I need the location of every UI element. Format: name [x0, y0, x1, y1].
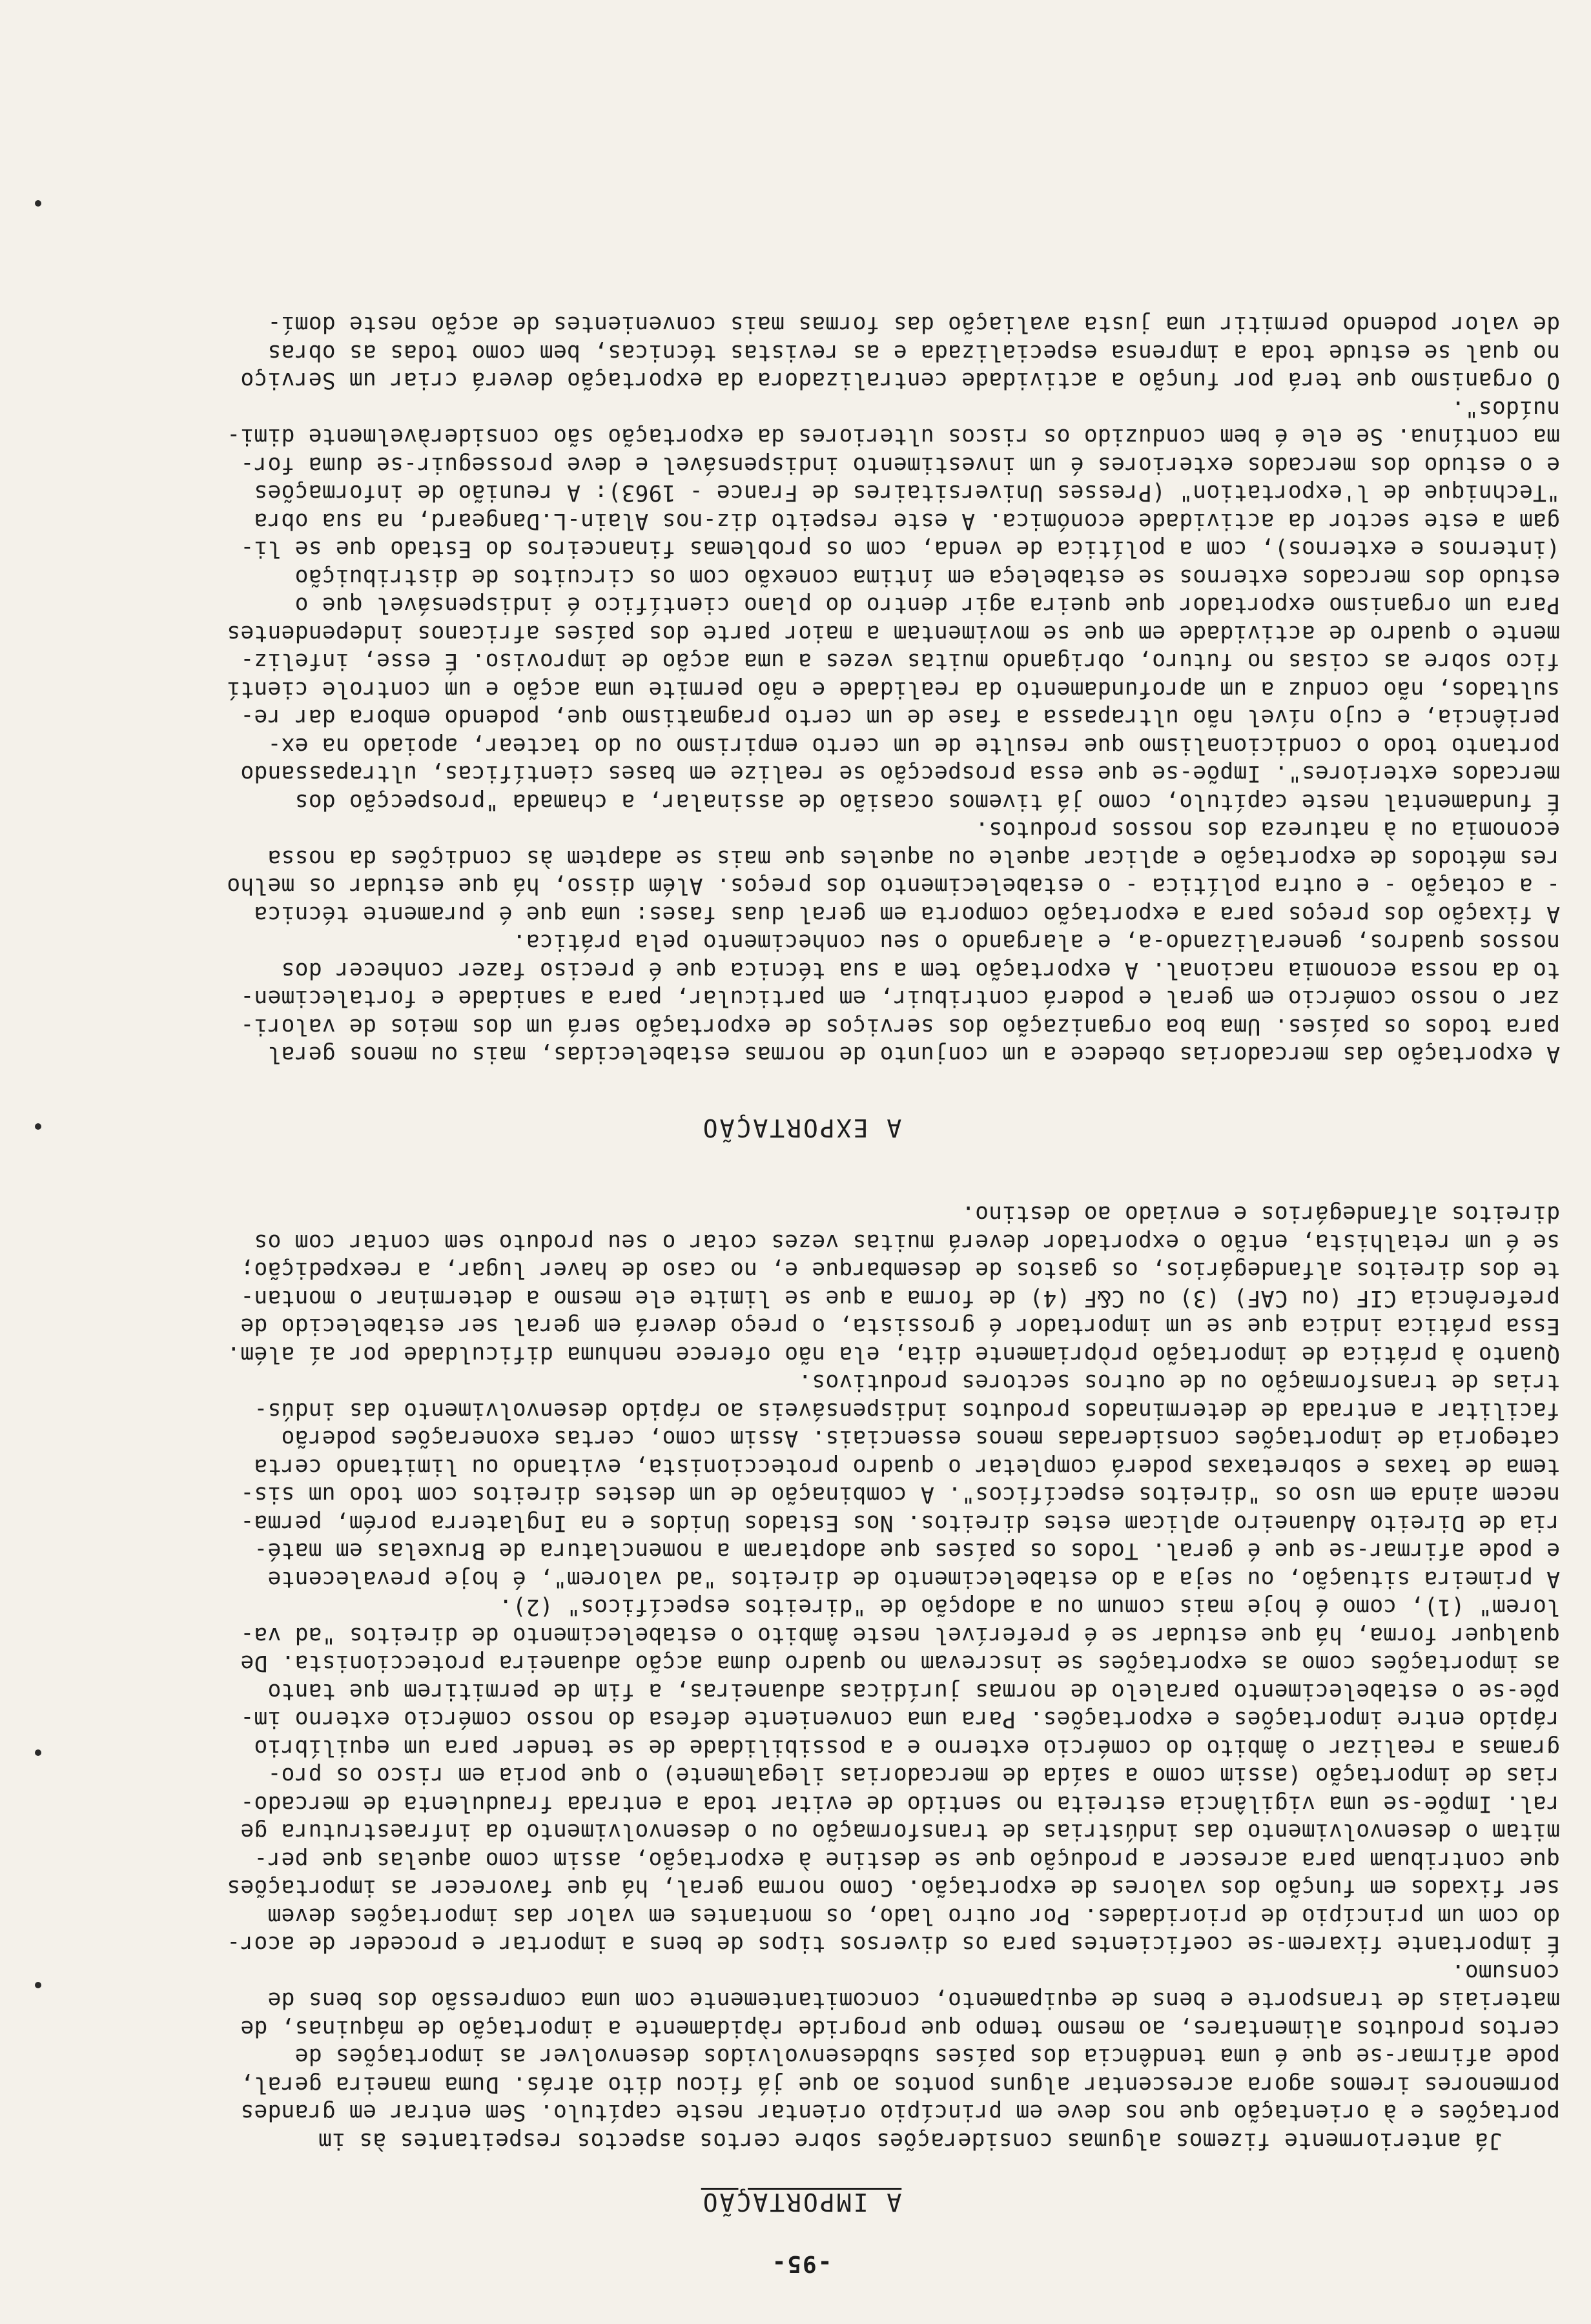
text-line: pode afirmar-se que é uma tendência dos países subdesenvolvidos desenvolver as importações de: [294, 2043, 1560, 2070]
text-line: zar o nosso comércio em geral e poderá contribuir, em particular, para a sanidade e fortalecimen-: [240, 985, 1560, 1012]
text-line: Já anteriormente fizemos algumas considerações sobre certos aspectos respeitantes às im: [318, 2128, 1502, 2154]
section-title: A EXPORTAÇÃO: [701, 1114, 902, 1142]
text-line: ser fixados em função dos valores de exportação. Como norma geral, há que favorecer as importações: [227, 1875, 1560, 1901]
text-line: economia ou à natureza dos nossos produtos.: [974, 817, 1560, 843]
text-line: que contribuam para acrescer a produção que se destine à exportação, assim como aquelas que per-: [254, 1847, 1560, 1873]
text-line: te dos direitos alfandegários, os gastos de desembarque e, no caso de haver lugar, a reexpedição;: [240, 1257, 1560, 1283]
text-line: "Technique de l'exportation" (Presses Universitaires de France - 1963): A reunião de informações: [254, 480, 1560, 506]
text-line: qualquer forma, há que estudar se é preferível neste âmbito o estabelecimento de direitos "ad va-: [240, 1622, 1560, 1648]
text-line: trias de transformação ou de outros sectores produtivos.: [798, 1369, 1560, 1396]
text-line: mercados exteriores". Impõe-se que essa prospecção se realize em bases científicas, ultrapassando: [240, 760, 1560, 787]
text-line: se é um retalhista, então o exportador deverá muitas vezes cotar o seu produto sem contar com os: [254, 1229, 1560, 1255]
text-line: É fundamental neste capítulo, como já tivemos ocasião de assinalar, a chamada "prospecção dos: [294, 789, 1560, 815]
text-line: mente o quadro de actividade em que se movimentam a maior parte dos países africanos independentes: [227, 620, 1560, 646]
margin-dot: [35, 1749, 41, 1756]
section-title: A IMPORTAÇÃO: [701, 2188, 902, 2217]
text-line: e o estudo dos mercados exteriores é um investimento indispensável e deve prosseguir-se duma for-: [240, 452, 1560, 478]
text-line: necem ainda em uso os "direitos específicos". A combinação de um destes direitos com todo um sis-: [240, 1482, 1560, 1508]
paragraph: [43, 928, 1560, 1068]
text-line: O organismo que terá por função a actividade centralizadora da exportação deverá criar um Serviço: [240, 367, 1560, 394]
sections: [43, 310, 1560, 2216]
text-line: fico sobre as coisas no futuro, obrigando muitas vezes a uma acção de improviso. É esse, infeliz-: [240, 648, 1560, 675]
text-line: (internos e externos), com a política de venda, com os problemas financeiros do Estado que se li-: [240, 536, 1560, 562]
text-line: pormenores iremos agora acrescentar alguns pontos ao que já ficou dito atrás. Duma maneira geral,: [240, 2072, 1560, 2097]
page-content: [43, 310, 1560, 2278]
text-line: gam a este sector da actividade económica. A este respeito diz-nos Alain-L.Dangeard, na sua obra: [254, 508, 1560, 534]
text-line: de valor podendo permitir uma justa avaliação das formas mais convenientes de acção neste domí-: [267, 311, 1560, 338]
text-line: ria de Direito Aduaneiro aplicam estes direitos. Nos Estados Unidos e na Inglaterra porém, perma-: [240, 1510, 1560, 1536]
text-line: mitam o desenvolvimento das indústrias de transformação ou o desenvolvimento da infraestrutura ge: [240, 1819, 1560, 1845]
text-line: as importações como as exportações se inscrevam no quadro duma acção aduaneira proteccionista. De: [240, 1650, 1560, 1677]
text-line: preferência CIF (ou CAF) (3) ou C&F (4) de forma a que se limite ele mesmo a determinar o montan-: [240, 1285, 1560, 1311]
paragraph: [43, 1958, 1560, 2155]
text-line: Essa prática indica que se um importador é grossista, o preço deverá em geral ser estabelecido de: [240, 1313, 1560, 1340]
paragraph: [43, 394, 1560, 816]
text-line: põe-se o estabelecimento paralelo de normas jurídicas aduaneiras, a fim de permitirem que tanto: [267, 1678, 1560, 1704]
text-line: nossos quadros, generalizando-a, e alargando o seu conhecimento pela prática.: [512, 929, 1560, 955]
text-line: consumo.: [1451, 1959, 1560, 1985]
text-line: É importante fixarem-se coeficientes para os diversos tipos de bens a importar e proceder de acor-: [227, 1931, 1560, 1957]
margin-dot: [35, 1123, 41, 1130]
text-line: Para um organismo exportador que queira agir dentro do plano científico é indispensável que o: [294, 592, 1560, 618]
text-line: certos produtos alimentares, ao mesmo tempo que progride ràpidamente a importação de máquinas, de: [240, 2015, 1560, 2041]
text-line: nuídos".: [1451, 396, 1560, 422]
text-line: periência, e cujo nível não ultrapassa a fase de um certo pragmatismo que, podendo embora dar re-: [240, 704, 1560, 731]
paragraph: [43, 1593, 1560, 1958]
text-line: sultados, não conduz a um aprofundamento da realidade e não permite uma acção e um controle cientí: [227, 677, 1560, 702]
text-line: gramas a realizar o âmbito do comércio externo e a possibilidade de se tender para um equilíbrio: [254, 1735, 1560, 1760]
paragraph: [43, 1199, 1560, 1368]
text-line: A fixação dos preços para a exportação comporta em geral duas fases: uma que é puramente técnica: [254, 901, 1560, 927]
text-line: no qual se estude toda a imprensa especializada e as revistas técnicas, bem como todas as obras: [267, 340, 1560, 365]
text-line: rias de importação (assim como a saída de mercadorias ilegalmente) o que poria em risco os pro-: [267, 1762, 1560, 1789]
text-line: materiais de transporte e bens de equipamento, concomitantemente com uma compressão dos bens de: [267, 1987, 1560, 2013]
text-line: do com um princípio de prioridades. Por outro lado, os montantes em valor das importações devem: [267, 1903, 1560, 1929]
text-line: portações e à orientação que nos deve em princípio orientar neste capítulo. Sem entrar em grandes: [240, 2099, 1560, 2126]
paragraph: [43, 1368, 1560, 1593]
text-line: res métodos de exportação e aplicar aquele ou aqueles que mais se adaptem às condições da nossa: [267, 845, 1560, 871]
text-line: ral. Impõe-se uma vigilância estreita no sentido de evitar toda a entrada fraudulenta de mercado-: [240, 1791, 1560, 1817]
text-line: to da nossa economia nacional. A exportação tem a sua técnica que é preciso fazer conhecer dos: [281, 957, 1560, 983]
text-line: Quanto à prática de importação pròpriamente dita, ela não oferece nenhuma dificuldade por aí além.: [227, 1341, 1560, 1367]
page-number: -95-: [770, 2250, 832, 2277]
text-line: rápido entre importações e exportações. Para uma conveniente defesa do nosso comércio externo im-: [240, 1706, 1560, 1733]
text-line: - a cotação - e outra política - o estabelecimento dos preços. Além disso, há que estudar os melho: [227, 873, 1560, 899]
text-line: ma contínua. Se ele é bem conduzido os riscos ulteriores da exportação são consideràvelmente dimi-: [227, 423, 1560, 450]
text-line: e pode afirmar-se que é geral. Todos os países que adoptaram a nomenclatura de Bruxelas em maté-: [254, 1538, 1560, 1564]
text-line: para todos os países. Uma boa organização dos serviços de exportação será um dos meios de valori-: [240, 1014, 1560, 1039]
text-line: estudo dos mercados externos se estabeleça em íntima conexão com os circuitos de distribuição: [294, 564, 1560, 590]
text-line: portanto todo o condicionalismo que resulte de um certo empirismo ou do tactear, apoiado na ex-: [267, 733, 1560, 759]
text-line: facilitar a entrada de determinados produtos indispensáveis ao rápido desenvolvimento das indús-: [254, 1398, 1560, 1423]
paragraph: [43, 310, 1560, 394]
text-line: direitos alfandegários e enviado ao destino.: [961, 1201, 1560, 1227]
text-line: categoria de importações consideradas menos essenciais. Assim como, certas exonerações poderão: [281, 1425, 1560, 1452]
text-line: lorem" (1), como é hoje mais comum ou a adopção de "direitos específicos" (2).: [498, 1594, 1560, 1620]
text-line: A exportação das mercadorias obedece a um conjunto de normas estabelecidas, mais ou menos geral: [267, 1041, 1560, 1068]
paragraph: [43, 815, 1560, 928]
margin-dot: [35, 200, 41, 207]
text-line: tema de taxas e sobretaxas poderá completar o quadro proteccionista, evitando ou limitando certa: [254, 1454, 1560, 1480]
text-line: A primeira situação, ou seja a do estabelecimento de direitos "ad valorem", é hoje prevalecente: [267, 1566, 1560, 1592]
margin-dot: [35, 1982, 41, 1988]
